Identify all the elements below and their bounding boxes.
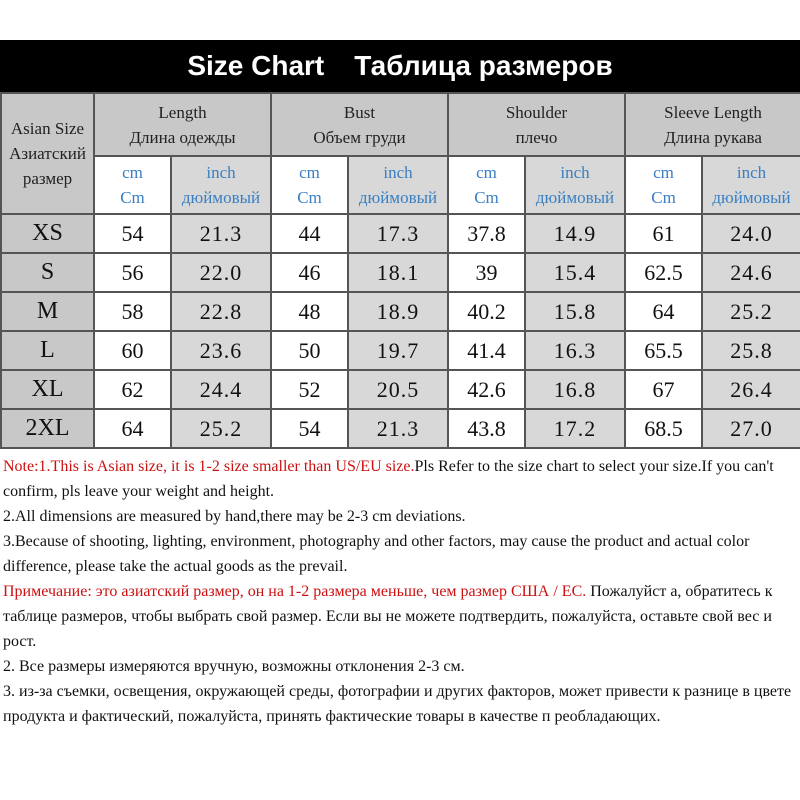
shoulder-inch-cell: 16.3 bbox=[525, 331, 625, 370]
size-cell: L bbox=[1, 331, 94, 370]
note-en-2: 2.All dimensions are measured by hand,there may be 2-3 cm deviations. bbox=[3, 508, 466, 525]
length-cm-cell: 58 bbox=[94, 292, 171, 331]
sleeve-cm-cell: 65.5 bbox=[625, 331, 702, 370]
title-ru: Таблица размеров bbox=[354, 50, 613, 81]
table-row bbox=[1, 331, 800, 370]
sleeve-inch-cell: 25.2 bbox=[702, 292, 800, 331]
size-cell: S bbox=[1, 253, 94, 292]
note-en-3: 3.Because of shooting, lighting, environment, photography and other factors, may cause the product and actual color difference, please take the actual goods as the prevail. bbox=[3, 533, 750, 575]
bust-cm-cell: 54 bbox=[271, 409, 348, 448]
size-table bbox=[0, 92, 800, 449]
shoulder-cm-cell: 37.8 bbox=[448, 214, 525, 253]
shoulder-cm-cell: 41.4 bbox=[448, 331, 525, 370]
shoulder-inch-cell: 17.2 bbox=[525, 409, 625, 448]
size-cell: 2XL bbox=[1, 409, 94, 448]
unit-cm: cm Cm bbox=[448, 156, 525, 214]
unit-inch: inch дюймовый bbox=[525, 156, 625, 214]
length-cm-cell: 62 bbox=[94, 370, 171, 409]
shoulder-cm-cell: 39 bbox=[448, 253, 525, 292]
length-inch-cell: 21.3 bbox=[171, 214, 271, 253]
unit-cm: cm Cm bbox=[625, 156, 702, 214]
note-ru-2: 2. Все размеры измеряются вручную, возможны отклонения 2-3 см. bbox=[3, 658, 465, 675]
size-cell: M bbox=[1, 292, 94, 331]
bust-inch-cell: 20.5 bbox=[348, 370, 448, 409]
table-row bbox=[1, 292, 800, 331]
notes bbox=[3, 454, 800, 729]
size-header: Asian Size Азиатский размер bbox=[1, 93, 94, 214]
shoulder-inch-cell: 15.4 bbox=[525, 253, 625, 292]
shoulder-inch-cell: 16.8 bbox=[525, 370, 625, 409]
sleeve-inch-cell: 27.0 bbox=[702, 409, 800, 448]
table-row bbox=[1, 370, 800, 409]
size-cell: XL bbox=[1, 370, 94, 409]
sleeve-cm-cell: 68.5 bbox=[625, 409, 702, 448]
shoulder-inch-cell: 15.8 bbox=[525, 292, 625, 331]
sleeve-header: Sleeve Length Длина рукава bbox=[625, 93, 800, 156]
bust-header: Bust Объем груди bbox=[271, 93, 448, 156]
shoulder-cm-cell: 40.2 bbox=[448, 292, 525, 331]
sleeve-inch-cell: 24.0 bbox=[702, 214, 800, 253]
size-cell: XS bbox=[1, 214, 94, 253]
sleeve-cm-cell: 61 bbox=[625, 214, 702, 253]
table-row bbox=[1, 253, 800, 292]
note-ru-3: 3. из-за съемки, освещения, окружающей среды, фотографии и других факторов, может привести к разнице в цвете продукта и фактический, пожалуйста, принять фактические товары в качестве п реобладающих. bbox=[3, 683, 792, 725]
length-cm-cell: 56 bbox=[94, 253, 171, 292]
length-inch-cell: 22.0 bbox=[171, 253, 271, 292]
length-cm-cell: 54 bbox=[94, 214, 171, 253]
bust-inch-cell: 19.7 bbox=[348, 331, 448, 370]
unit-inch: inch дюймовый bbox=[171, 156, 271, 214]
sleeve-inch-cell: 25.8 bbox=[702, 331, 800, 370]
unit-inch: inch дюймовый bbox=[348, 156, 448, 214]
header-row bbox=[1, 93, 800, 156]
table-row bbox=[1, 409, 800, 448]
bust-inch-cell: 18.1 bbox=[348, 253, 448, 292]
bust-inch-cell: 21.3 bbox=[348, 409, 448, 448]
shoulder-inch-cell: 14.9 bbox=[525, 214, 625, 253]
unit-row bbox=[1, 156, 800, 214]
unit-cm: cm Cm bbox=[94, 156, 171, 214]
sleeve-inch-cell: 26.4 bbox=[702, 370, 800, 409]
shoulder-cm-cell: 43.8 bbox=[448, 409, 525, 448]
length-cm-cell: 64 bbox=[94, 409, 171, 448]
title-en: Size Chart bbox=[187, 50, 325, 81]
length-header: Length Длина одежды bbox=[94, 93, 271, 156]
note-en-1: Note:1.This is Asian size, it is 1-2 size smaller than US/EU size.Pls Refer to the size chart to select your size.If you can't confirm, pls leave your weight and height. bbox=[3, 458, 774, 500]
sleeve-cm-cell: 62.5 bbox=[625, 253, 702, 292]
sleeve-inch-cell: 24.6 bbox=[702, 253, 800, 292]
length-inch-cell: 24.4 bbox=[171, 370, 271, 409]
note-ru-1: Примечание: это азиатский размер, он на 1-2 размера меньше, чем размер США / ЕС. Пожалуйст а, обратитесь к таблице размеров, чтобы выбрать свой размер. Если вы не можете подтвердить, пожалуйста, оставьте свой вес и рост. bbox=[3, 583, 773, 650]
sleeve-cm-cell: 64 bbox=[625, 292, 702, 331]
shoulder-cm-cell: 42.6 bbox=[448, 370, 525, 409]
length-cm-cell: 60 bbox=[94, 331, 171, 370]
title-bar bbox=[0, 40, 800, 92]
shoulder-header: Shoulder плечо bbox=[448, 93, 625, 156]
unit-inch: inch дюймовый bbox=[702, 156, 800, 214]
length-inch-cell: 25.2 bbox=[171, 409, 271, 448]
bust-cm-cell: 52 bbox=[271, 370, 348, 409]
table-row bbox=[1, 214, 800, 253]
unit-cm: cm Cm bbox=[271, 156, 348, 214]
length-inch-cell: 23.6 bbox=[171, 331, 271, 370]
bust-cm-cell: 48 bbox=[271, 292, 348, 331]
sleeve-cm-cell: 67 bbox=[625, 370, 702, 409]
bust-cm-cell: 44 bbox=[271, 214, 348, 253]
bust-cm-cell: 46 bbox=[271, 253, 348, 292]
bust-inch-cell: 18.9 bbox=[348, 292, 448, 331]
bust-cm-cell: 50 bbox=[271, 331, 348, 370]
length-inch-cell: 22.8 bbox=[171, 292, 271, 331]
bust-inch-cell: 17.3 bbox=[348, 214, 448, 253]
